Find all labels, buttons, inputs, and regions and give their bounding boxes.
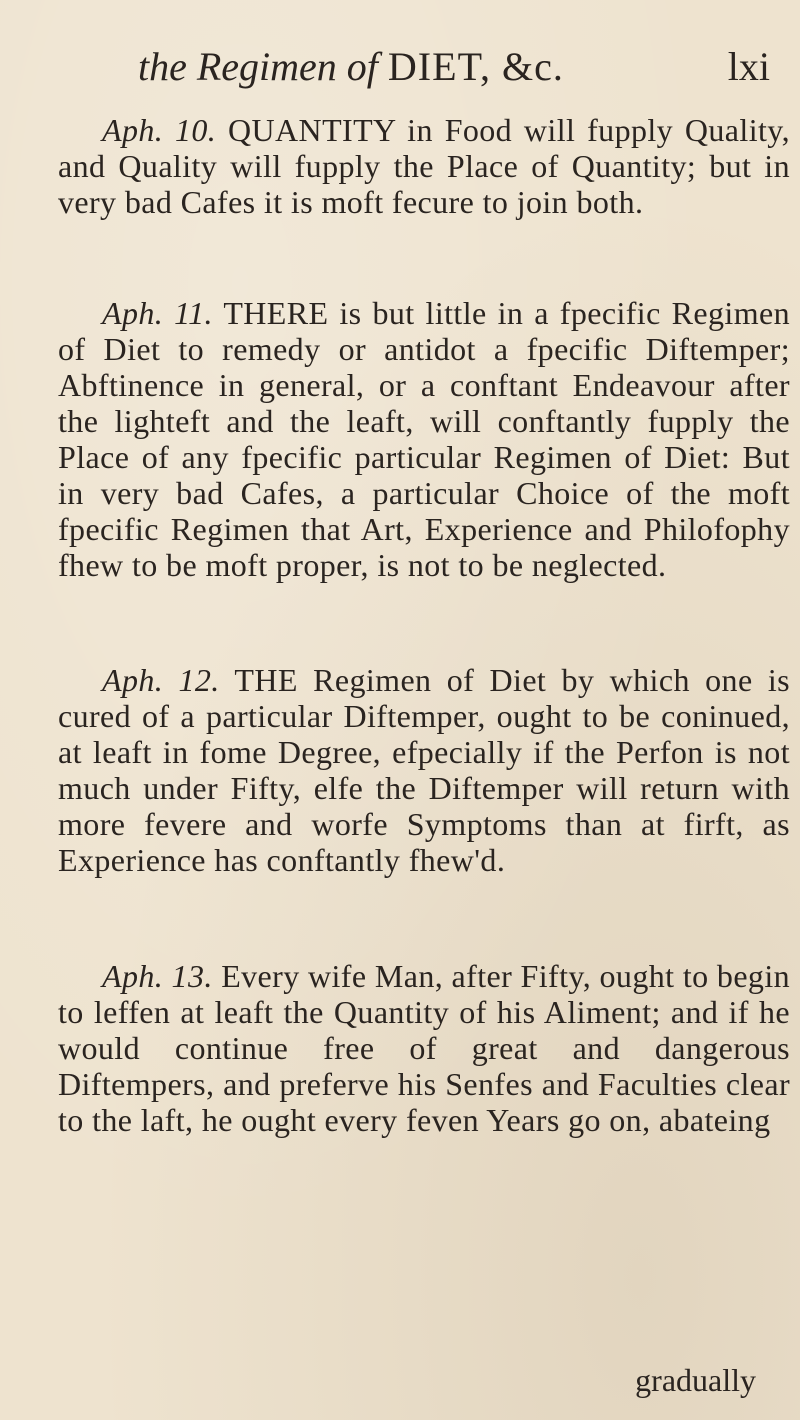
aphorism-label: Aph. 13. bbox=[102, 958, 213, 994]
aphorism-label: Aph. 11. bbox=[102, 295, 213, 331]
aphorism-11 bbox=[58, 295, 790, 583]
running-title-italic: the Regimen of bbox=[138, 44, 388, 89]
aphorism-text: QUANTITY in Food will fupply Quality, and Quality will fupply the Place of Quantity; but in very bad Cafes it is moft fecure to join both. bbox=[58, 112, 791, 220]
aphorism-label: Aph. 10. bbox=[102, 112, 217, 148]
aphorism-text: Every wife Man, after Fifty, ought to begin to leffen at leaft the Quantity of his Aliment; and if he would continue free of great and dangerous Diftempers, and preferve his Senfes and Faculties clear to the laft, he ought every feven Years go on, abateing bbox=[58, 958, 791, 1138]
aphorism-10 bbox=[58, 112, 790, 220]
running-head bbox=[130, 42, 770, 92]
page-number: lxi bbox=[727, 44, 770, 89]
running-title-caps: DIET, &c. bbox=[387, 44, 564, 89]
aphorism-12 bbox=[58, 662, 790, 878]
catchword: gradually bbox=[635, 1362, 756, 1398]
aphorism-label: Aph. 12. bbox=[102, 662, 220, 698]
aphorism-13 bbox=[58, 958, 790, 1138]
aphorism-text: THERE is but little in a fpecific Regimen of Diet to remedy or antidot a fpecific Diftemper; Abftinence in general, or a conftant Endeavour after the lighteft and the leaft, will conftantly fupply the Place of any fpecific particular Regimen of Diet: But in very bad Cafes, a particular Choice of the moft fpecific Regimen that Art, Experience and Philofophy fhew to be moft proper, is not to be neglected. bbox=[58, 295, 790, 583]
running-title bbox=[138, 42, 564, 92]
aphorism-text: THE Regimen of Diet by which one is cured of a particular Diftemper, ought to be coninued, at leaft in fome Degree, efpecially if the Perfon is not much under Fifty, elfe the Diftemper will return with more fevere and worfe Symptoms than at firft, as Experience has conftantly fhew'd. bbox=[58, 662, 791, 878]
